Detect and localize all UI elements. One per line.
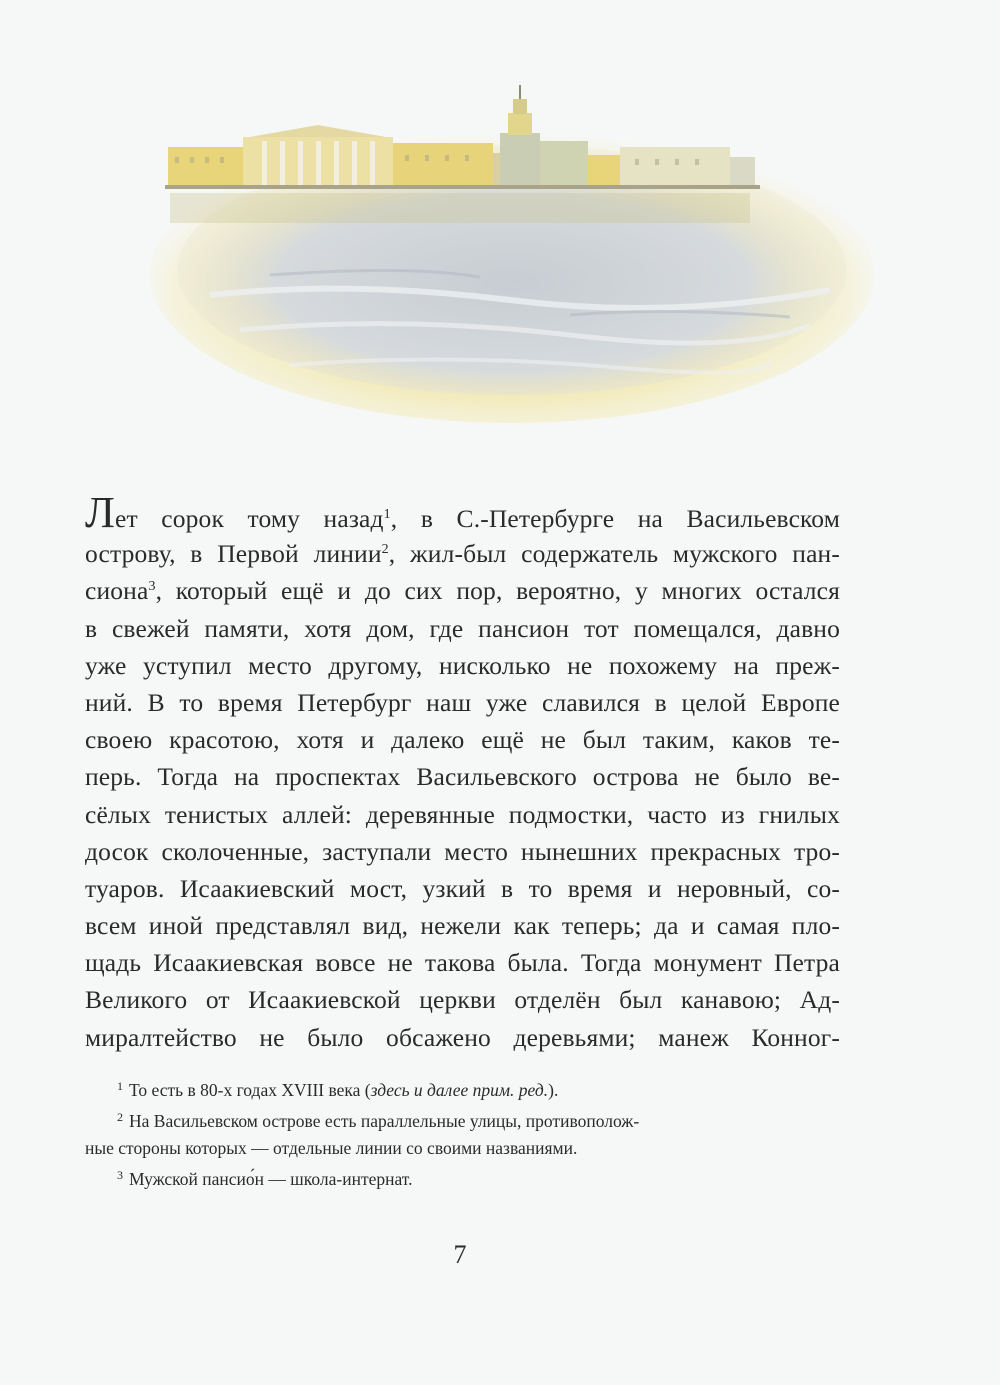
drop-cap: Л (85, 498, 115, 536)
text-line: щадь Исаакиевская вовсе не такова была. Тогда монумент Петра (85, 948, 840, 978)
footnote-2-continuation: ные стороны которых — отдельные линии со своими названиями. (85, 1138, 578, 1158)
text-line: всем иной представлял вид, нежели как теперь; да и самая пло- (85, 911, 840, 941)
main-text (85, 498, 840, 1056)
text-line: перь. Тогда на проспектах Васильевского острова не было ве- (85, 762, 840, 792)
page-number: 7 (453, 1240, 467, 1269)
footnote-ref-1: 1 (383, 507, 391, 522)
text-line: сёлых тенистых аллей: деревянные подмостки, часто из гнилых (85, 799, 840, 829)
footnote-ref-3: 3 (148, 579, 156, 595)
text-line: своею красотою, хотя и далеко ещё не был таким, каков те- (85, 725, 840, 755)
text-line: ний. В то время Петербург наш уже славился в целой Европе (85, 687, 840, 717)
embankment-illustration (150, 85, 875, 425)
embankment-river-illustration-icon (150, 85, 875, 425)
footnote-ref-2: 2 (381, 542, 389, 558)
footnote-2: $^2$ На Васильевском острове есть параллельные улицы, противополож- (117, 1110, 640, 1131)
text-line: в свежей памяти, хотя дом, где пансион тот помещался, давно (85, 613, 840, 643)
footnote-1: $^1$ То есть в 80-х годах XVIII века (здесь и далее прим. ред.). (117, 1079, 559, 1100)
text-line: туаров. Исаакиевский мост, узкий в то время и неровный, со- (85, 873, 840, 903)
text-line: сиона$^3$, который ещё и до сих пор, вероятно, у многих остался (85, 576, 840, 606)
footnote-3: $^3$ Мужской пансио́н — школа-интернат. (117, 1168, 413, 1189)
footnotes (85, 1073, 785, 1193)
text-line: миралтейство не было обсажено деревьями; манеж Конног- (85, 1022, 840, 1052)
text-line: Лет сорок тому назад$^1$, в С.-Петербурге на Васильевском (85, 498, 840, 535)
text-line: досок сколоченные, заступали место нынешних прекрасных тро- (85, 836, 840, 866)
text-line: Великого от Исаакиевской церкви отделён был канавою; Ад- (85, 985, 840, 1015)
text-line: острову, в Первой линии$^2$, жил-был содержатель мужского пан- (85, 539, 840, 569)
text-line: уже уступил место другому, нисколько не похожему на преж- (85, 650, 840, 680)
